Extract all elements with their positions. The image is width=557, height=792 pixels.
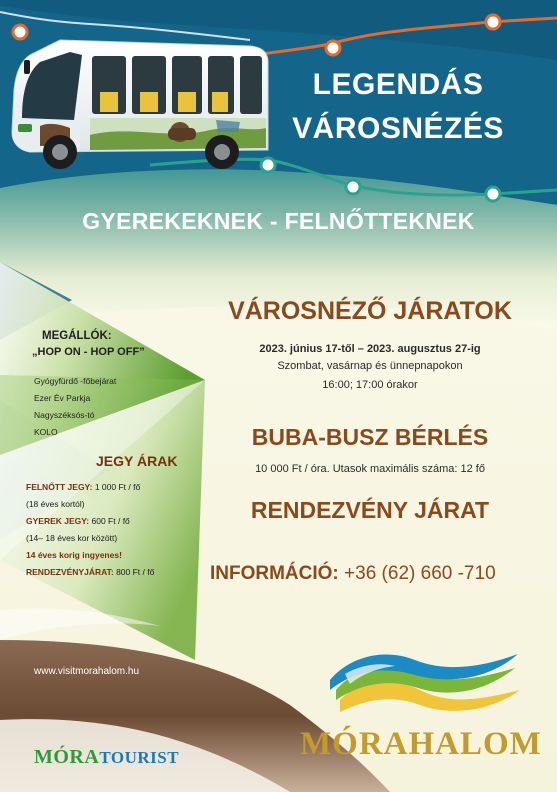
price-child-label: GYEREK JEGY:: [26, 516, 90, 526]
info-phone: +36 (62) 660 -710: [344, 563, 496, 584]
moratourist-part1: MÓRA: [34, 746, 100, 768]
prices-title: JEGY ÁRAK: [96, 453, 178, 469]
stop-item: Ezer Év Parkja: [34, 393, 91, 403]
stop-item: KOLO: [34, 427, 58, 437]
rental-title: BUBA-BUSZ BÉRLÉS: [251, 424, 489, 450]
tours-days: Szombat, vasárnap és ünnepnapokon: [277, 360, 463, 372]
stops-title-line2: „HOP ON - HOP OFF”: [32, 346, 145, 358]
moratourist-part2: TOURIST: [99, 748, 180, 767]
tours-dates: 2023. június 17-től – 2023. augusztus 27-ig: [259, 343, 481, 355]
bus-illustration: [12, 40, 268, 169]
price-child: [26, 516, 130, 526]
stops-title-line1: MEGÁLLÓK:: [42, 330, 112, 342]
rental-details: 10 000 Ft / óra. Utasok maximális száma: 12 fő: [255, 463, 485, 475]
info-line: [210, 563, 496, 585]
price-event-label: RENDEZVÉNYJÁRAT:: [26, 567, 114, 577]
tours-title: VÁROSNÉZŐ JÁRATOK: [228, 297, 512, 325]
website-link[interactable]: www.visitmorahalom.hu: [34, 666, 140, 677]
info-label: INFORMÁCIÓ:: [210, 563, 339, 584]
morahalom-logo-text: MÓRAHALOM: [300, 726, 542, 762]
price-child-note: (14– 18 éves kor között): [26, 533, 118, 543]
price-adult-note: (18 éves kortól): [26, 499, 85, 509]
price-adult: [26, 482, 140, 492]
stop-item: Gyógyfürdő -főbejárat: [34, 376, 117, 386]
price-child-value: 600 Ft / fő: [91, 516, 130, 526]
price-adult-value: 1 000 Ft / fő: [94, 482, 141, 492]
event-title: RENDEZVÉNY JÁRAT: [250, 497, 490, 523]
stop-item: Nagyszéksós-tó: [34, 410, 95, 420]
audience-heading: GYEREKEKNEK - FELNŐTTEKNEK: [82, 208, 475, 234]
price-free-note: 14 éves korig ingyenes!: [26, 550, 122, 560]
price-event: [26, 567, 154, 577]
hero-title-line2: VÁROSNÉZÉS: [292, 112, 504, 145]
price-event-value: 800 Ft / fő: [116, 567, 155, 577]
hero-title-line1: LEGENDÁS: [312, 68, 484, 101]
tours-times: 16:00; 17:00 órakor: [322, 379, 418, 391]
moratourist-logo: [34, 746, 179, 769]
price-adult-label: FELNŐTT JEGY:: [26, 482, 93, 492]
